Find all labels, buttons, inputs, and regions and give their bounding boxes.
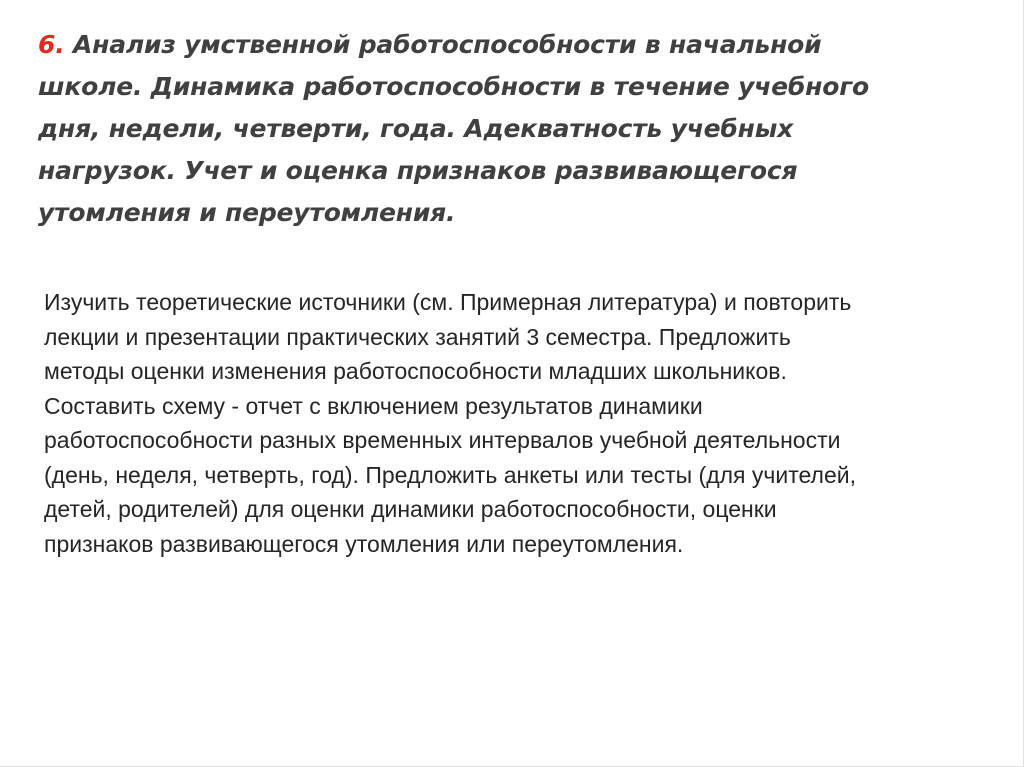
body-line: (день, неделя, четверть, год). Предложить анкеты или тесты (для учителей, — [44, 461, 856, 488]
slide-body-text — [44, 285, 994, 561]
title-line: Анализ умственной работоспособности в начальной — [64, 30, 822, 59]
slide-title — [38, 24, 998, 234]
title-number: 6. — [38, 30, 65, 59]
title-line: нагрузок. Учет и оценка признаков развивающегося — [38, 156, 798, 185]
body-line: работоспособности разных временных интервалов учебной деятельности — [44, 427, 841, 453]
body-line: детей, родителей) для оценки динамики работоспособности, оценки — [44, 496, 777, 522]
body-line: Изучить теоретические источники (см. Примерная литература) и повторить — [44, 289, 852, 315]
body-line: признаков развивающегося утомления или переутомления. — [44, 530, 684, 557]
title-line: дня, недели, четверти, года. Адекватность учебных — [38, 114, 794, 143]
body-line: Составить схему - отчет с включением результатов динамики — [44, 392, 703, 419]
body-line: лекции и презентации практических занятий 3 семестра. Предложить — [44, 323, 791, 350]
body-line: методы оценки изменения работоспособности младших школьников. — [44, 358, 787, 384]
title-line: утомления и переутомления. — [38, 198, 456, 227]
title-line: школе. Динамика работоспособности в течение учебного — [38, 72, 870, 101]
